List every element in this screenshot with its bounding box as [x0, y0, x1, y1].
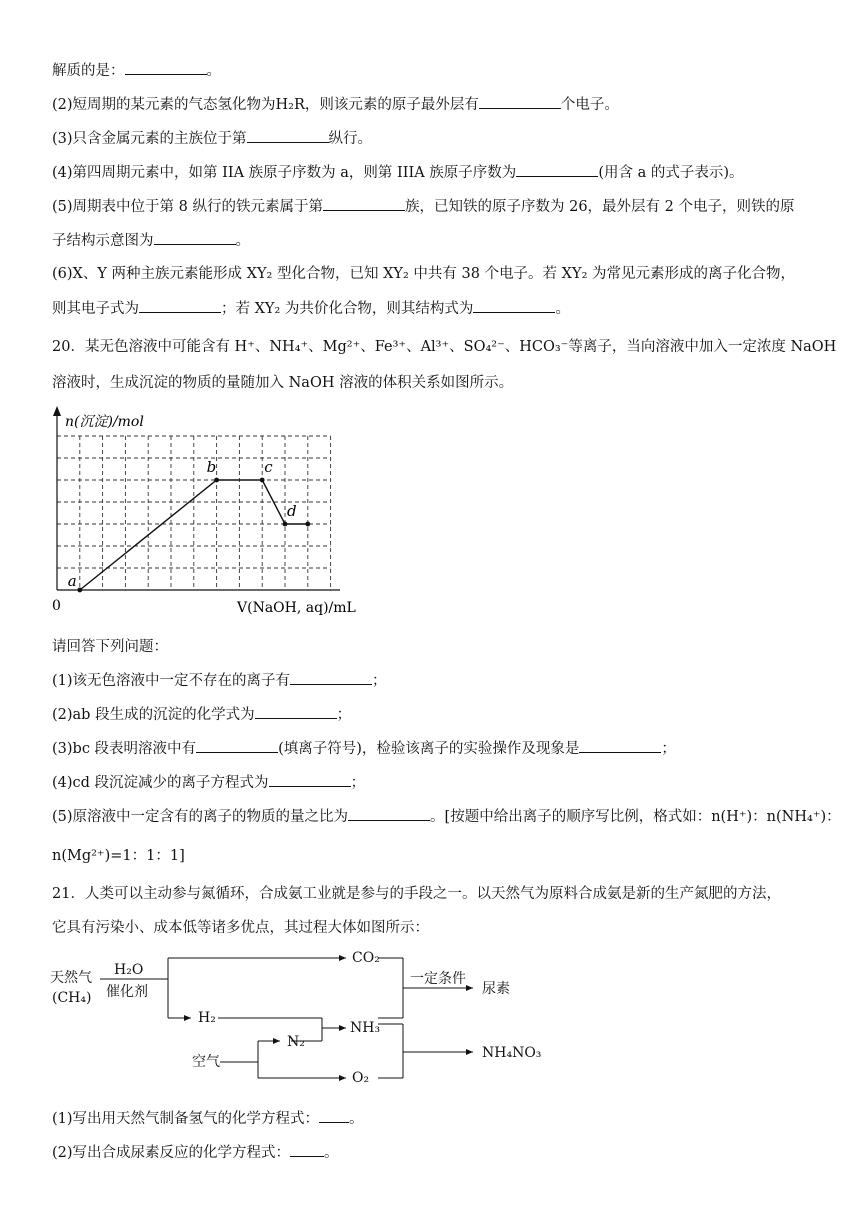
question-20-prompt: 请回答下列问题： — [52, 639, 168, 655]
text-line: (2)短周期的某元素的气态氢化物为H₂R，则该元素的原子最外层有 个电子。 — [52, 94, 619, 115]
natural-gas-label: 天然气 — [50, 970, 92, 986]
text-line: (2)ab 段生成的沉淀的化学式为 ； — [52, 704, 351, 725]
answer-blank[interactable] — [290, 670, 372, 685]
answer-blank[interactable] — [323, 196, 405, 211]
answer-blank[interactable] — [269, 772, 351, 787]
nh3-label: NH₃ — [350, 1020, 381, 1036]
text-line: n(Mg²⁺)=1：1：1] — [52, 848, 185, 864]
point-label-d: d — [287, 502, 297, 520]
ch4-label: (CH₄) — [52, 990, 92, 1006]
urea-label: 尿素 — [482, 981, 510, 997]
h2-label: H₂ — [198, 1010, 216, 1026]
axes — [53, 406, 340, 590]
answer-blank[interactable] — [154, 230, 236, 245]
text-line: (1)写出用天然气制备氢气的化学方程式： 。 — [52, 1108, 364, 1129]
point-a — [77, 588, 82, 593]
catalyst-label: 催化剂 — [106, 984, 148, 1000]
y-axis-arrow — [53, 406, 61, 416]
answer-blank[interactable] — [473, 298, 555, 313]
answer-blank[interactable] — [125, 60, 207, 75]
precipitate-chart — [40, 400, 420, 622]
condition-label: 一定条件 — [410, 971, 466, 987]
text-line: 子结构示意图为 。 — [52, 230, 250, 251]
answer-blank[interactable] — [196, 738, 278, 753]
answer-blank[interactable] — [247, 128, 329, 143]
answer-blank[interactable] — [290, 1142, 324, 1157]
question-21-stem-2: 它具有污染小、成本低等诸多优点，其过程大体如图所示： — [52, 920, 429, 936]
answer-blank[interactable] — [139, 298, 221, 313]
answer-blank[interactable] — [579, 738, 661, 753]
answer-blank[interactable] — [319, 1108, 349, 1123]
point-end — [305, 522, 310, 527]
text-line: (5)周期表中位于第 8 纵行的铁元素属于第 族，已知铁的原子序数为 26，最外层有 2 个电子，则铁的原 — [52, 196, 795, 217]
point-label-c: c — [264, 458, 273, 476]
o2-label: O₂ — [352, 1070, 370, 1086]
y-axis-label: n(沉淀)/mol — [65, 414, 144, 430]
answer-blank[interactable] — [516, 162, 598, 177]
text-line: 解质的是： 。 — [52, 60, 221, 81]
question-20-stem-2: 溶液时，生成沉淀的物质的量随加入 NaOH 溶液的体积关系如图所示。 — [52, 375, 514, 391]
n2-label: N₂ — [287, 1034, 305, 1050]
x-axis-label: V(NaOH, aq)/mL — [237, 600, 356, 616]
h2o-label: H₂O — [114, 962, 144, 978]
answer-blank[interactable] — [348, 806, 430, 821]
question-20-stem: 20．某无色溶液中可能含有 H⁺、NH₄⁺、Mg²⁺、Fe³⁺、Al³⁺、SO₄²⁻、HCO₃⁻等离子，当向溶液中加入一定浓度 NaOH — [52, 339, 837, 355]
question-21-stem: 21．人类可以主动参与氮循环，合成氨工业就是参与的手段之一。以天然气为原料合成氨是新的生产氮肥的方法， — [52, 886, 781, 902]
point-d — [283, 522, 288, 527]
text-line: (3)只含金属元素的主族位于第 纵行。 — [52, 128, 372, 149]
answer-blank[interactable] — [479, 94, 561, 109]
answer-blank[interactable] — [255, 704, 337, 719]
process-diagram — [48, 946, 542, 1092]
origin-label: 0 — [52, 598, 61, 614]
co2-label: CO₂ — [352, 950, 380, 966]
point-label-a: a — [67, 572, 77, 590]
text-line: (2)写出合成尿素反应的化学方程式： 。 — [52, 1142, 339, 1163]
text-line: (4)第四周期元素中，如第 IIA 族原子序数为 a，则第 IIIA 族原子序数为 (用含 a 的式子表示)。 — [52, 162, 744, 183]
nh4no3-label: NH₄NO₃ — [482, 1045, 542, 1061]
point-label-b: b — [206, 458, 217, 476]
text-line: (5)原溶液中一定含有的离子的物质的量之比为 。[按题中给出离子的顺序写比例，格式如：n(H⁺)：n(NH₄⁺)： — [52, 806, 841, 827]
text-line: (3)bc 段表明溶液中有 (填离子符号)，检验该离子的实验操作及现象是 ； — [52, 738, 676, 759]
text-line: (4)cd 段沉淀减少的离子方程式为 ； — [52, 772, 365, 793]
point-c — [260, 478, 265, 483]
text-line: (1)该无色溶液中一定不存在的离子有 ； — [52, 670, 387, 691]
text-line: 则其电子式为 ；若 XY₂ 为共价化合物，则其结构式为 。 — [52, 298, 570, 319]
air-label: 空气 — [192, 1054, 220, 1070]
text-line: (6)X、Y 两种主族元素能形成 XY₂ 型化合物，已知 XY₂ 中共有 38 个电子。若 XY₂ 为常见元素形成的离子化合物， — [52, 266, 795, 282]
point-b — [214, 478, 219, 483]
